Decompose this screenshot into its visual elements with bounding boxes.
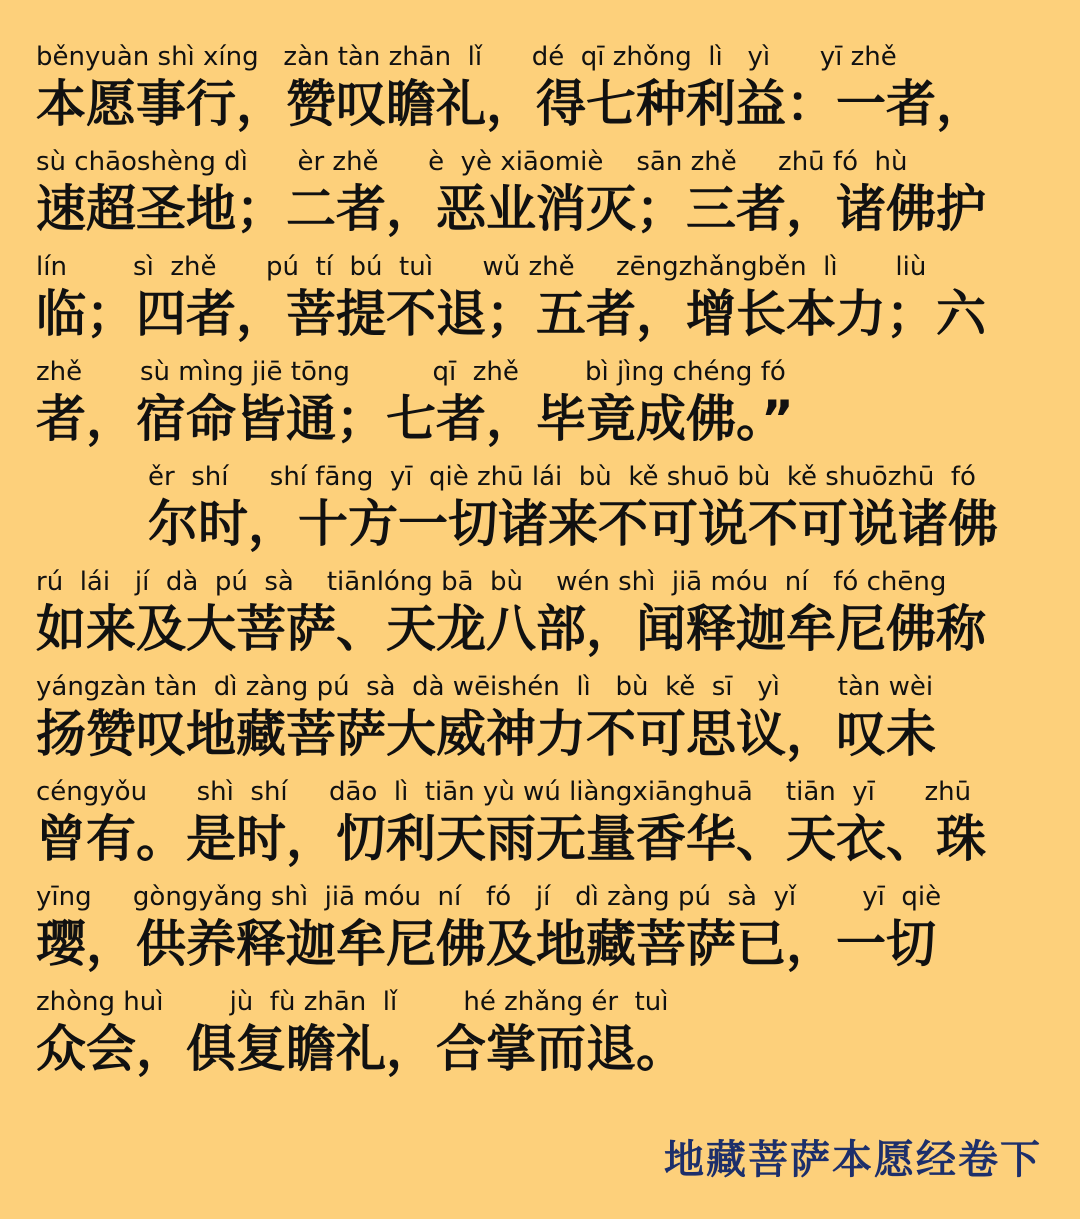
text-line <box>36 777 1046 881</box>
chinese-text: 尔时，十方一切诸来不可说不可说诸佛 <box>148 495 998 553</box>
text-line <box>36 672 1046 776</box>
pinyin-annotation: yīng gòngyǎng shì jiā móu ní fó jí dì zàng pú sà yǐ yī qiè <box>36 882 942 912</box>
chinese-text: 者，宿命皆通；七者，毕竟成佛。” <box>36 390 794 448</box>
text-line <box>36 147 1046 251</box>
text-line <box>36 42 1046 146</box>
pinyin-annotation: ěr shí shí fāng yī qiè zhū lái bù kě shuō bù kě shuōzhū fó <box>148 462 976 492</box>
pinyin-annotation: rú lái jí dà pú sà tiānlóng bā bù wén shì jiā móu ní fó chēng <box>36 567 947 597</box>
text-line <box>36 252 1046 356</box>
chinese-text: 扬赞叹地藏菩萨大威神力不可思议，叹未 <box>36 705 936 763</box>
text-line <box>36 567 1046 671</box>
text-line-indented <box>36 462 1046 566</box>
chinese-text: 众会，俱复瞻礼，合掌而退。 <box>36 1020 686 1078</box>
pinyin-annotation: zhě sù mìng jiē tōng qī zhě bì jìng chéng fó <box>36 357 786 387</box>
chinese-text: 本愿事行，赞叹瞻礼，得七种利益：一者， <box>36 75 986 133</box>
chinese-text: 璎，供养释迦牟尼佛及地藏菩萨已，一切 <box>36 915 936 973</box>
chinese-text: 速超圣地；二者，恶业消灭；三者，诸佛护 <box>36 180 986 238</box>
pinyin-annotation: yángzàn tàn dì zàng pú sà dà wēishén lì bù kě sī yì tàn wèi <box>36 672 934 702</box>
chinese-text: 临；四者，菩提不退；五者，增长本力；六 <box>36 285 986 343</box>
text-line <box>36 882 1046 986</box>
pinyin-annotation: sù chāoshèng dì èr zhě è yè xiāomiè sān zhě zhū fó hù <box>36 147 908 177</box>
pinyin-annotation: zhòng huì jù fù zhān lǐ hé zhǎng ér tuì <box>36 987 669 1017</box>
pinyin-annotation: céngyǒu shì shí dāo lì tiān yù wú liàngxiānghuā tiān yī zhū <box>36 777 972 807</box>
chinese-text: 如来及大菩萨、天龙八部，闻释迦牟尼佛称 <box>36 600 986 658</box>
sutra-title-footer: 地藏菩萨本愿经卷下 <box>664 1136 1042 1183</box>
text-line <box>36 357 1046 461</box>
pinyin-annotation: běnyuàn shì xíng zàn tàn zhān lǐ dé qī zhǒng lì yì yī zhě <box>36 42 897 72</box>
text-line <box>36 987 1046 1091</box>
pinyin-annotation: lín sì zhě pú tí bú tuì wǔ zhě zēngzhǎngběn lì liù <box>36 252 927 282</box>
chinese-text: 曾有。是时，忉利天雨无量香华、天衣、珠 <box>36 810 986 868</box>
